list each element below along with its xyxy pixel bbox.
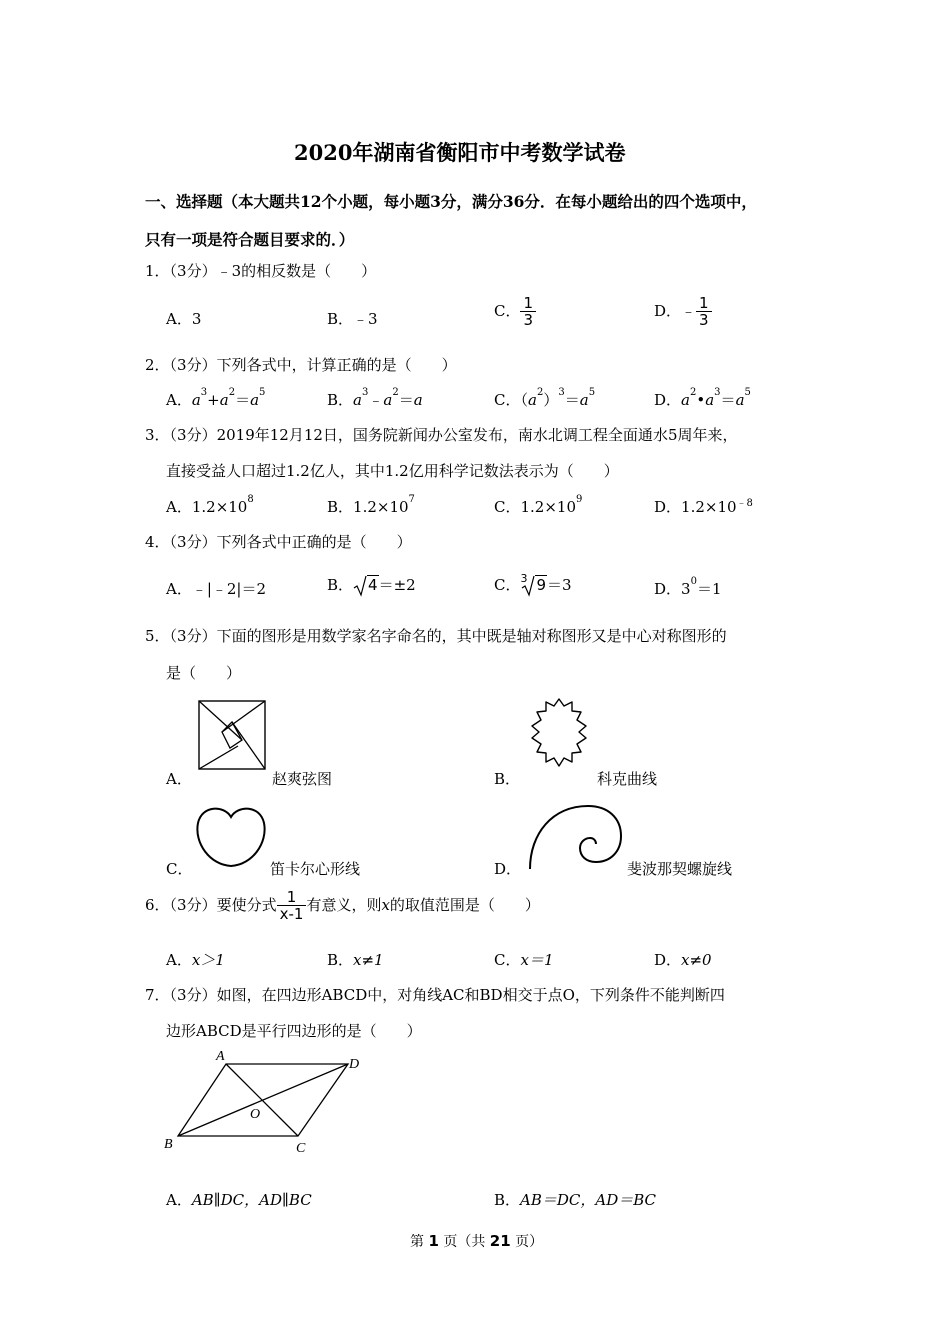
- q4-option-a: A．﹣|﹣2|＝2: [166, 580, 267, 598]
- vertex-label-c: C: [296, 1141, 306, 1156]
- parallelogram-abcd-figure: [160, 1046, 370, 1158]
- q2-option-a: A．$a^3+a^2=a^5$: [166, 387, 266, 409]
- q1-option-c: C． $\frac{1}{3}$: [494, 296, 536, 328]
- q7-stem-line1: 7．（3分）如图，在四边形ABCD中，对角线AC和BD相交于点O，下列条件不能判断四: [145, 986, 725, 1004]
- q5-option-c-name: 笛卡尔心形线: [270, 860, 361, 878]
- center-label-o: O: [250, 1107, 261, 1122]
- sqrt-sign-icon: [353, 575, 367, 597]
- q4-option-c: C．$^3$ 9＝3: [494, 574, 572, 597]
- q5-option-d-label: D．: [494, 860, 522, 878]
- q6-option-c: C．x＝1: [494, 951, 554, 969]
- q5-option-b-label: B．: [494, 770, 521, 788]
- q1-option-a: A．3: [166, 310, 202, 328]
- q7-stem-line2: 边形ABCD是平行四边形的是（ ）: [166, 1022, 422, 1040]
- vertex-label-d: D: [349, 1057, 360, 1072]
- vertex-label-a: A: [216, 1049, 225, 1064]
- q5-option-c-label: C．: [166, 860, 193, 878]
- zhao-shuang-diagram-figure: [198, 700, 266, 770]
- q6-option-b: B．x≠1: [327, 951, 384, 969]
- q3-option-c: C．$1.2\times 10^9$: [494, 494, 583, 516]
- q1-stem: 1．（3分）﹣3的相反数是（ ）: [145, 262, 377, 280]
- q4-option-d: D．$3^0=1$: [654, 576, 722, 598]
- q7-option-b: B．AB＝DC，AD＝BC: [494, 1191, 657, 1209]
- section-heading-line2: 只有一项是符合题目要求的．）: [145, 230, 355, 249]
- q1-option-b: B．﹣3: [327, 310, 378, 328]
- q7-option-a: A．AB∥DC，AD∥BC: [166, 1191, 312, 1209]
- q1-option-d: D．﹣ $\frac{1}{3}$: [654, 296, 712, 328]
- koch-snowflake-figure: [524, 694, 594, 770]
- q5-stem-line1: 5．（3分）下面的图形是用数学家名字命名的，其中既是轴对称图形又是中心对称图形的: [145, 627, 727, 645]
- q2-stem: 2．（3分）下列各式中，计算正确的是（ ）: [145, 356, 457, 374]
- q5-stem-line2: 是（ ）: [166, 664, 242, 682]
- q5-option-a-name: 赵爽弦图: [272, 770, 333, 788]
- section-heading-line1: 一、选择题（本大题共12个小题，每小题3分，满分36分．在每小题给出的四个选项中，: [145, 192, 757, 211]
- q6-option-d: D．x≠0: [654, 951, 712, 969]
- q3-option-b: B．$1.2\times 10^7$: [327, 494, 415, 516]
- q3-option-d: D．$1.2\times 10^{﹣8}$: [654, 498, 753, 516]
- vertex-label-b: B: [164, 1137, 173, 1152]
- q5-option-b-name: 科克曲线: [597, 770, 658, 788]
- q4-option-b: B． 4＝±2: [327, 574, 416, 597]
- q6-stem: 6．（3分）要使分式 $\frac{1}{x-1}$ 有意义，则x的取值范围是（ ）: [145, 888, 540, 923]
- q2-option-b: B．$a^3﹣a^2=a$: [327, 387, 423, 409]
- q3-stem-line1: 3．（3分）2019年12月12日，国务院新闻办公室发布，南水北调工程全面通水5周年来，: [145, 426, 738, 444]
- q5-option-d-name: 斐波那契螺旋线: [627, 860, 733, 878]
- page-title: 2020年湖南省衡阳市中考数学试卷: [294, 140, 626, 165]
- q2-option-d: D．$a^2•a^3=a^5$: [654, 387, 751, 409]
- q2-option-c: C．$(a^2)^3=a^5$: [494, 387, 596, 409]
- q4-stem: 4．（3分）下列各式中正确的是（ ）: [145, 533, 412, 551]
- fibonacci-spiral-figure: [528, 804, 624, 870]
- q3-option-a: A．$1.2\times 10^8$: [166, 494, 254, 516]
- q6-option-a: A．x＞1: [166, 951, 225, 969]
- q3-stem-line2: 直接受益人口超过1.2亿人，其中1.2亿用科学记数法表示为（ ）: [166, 462, 619, 480]
- cardioid-figure: [194, 803, 268, 869]
- page-footer: 第 1 页（共 21 页）: [410, 1232, 544, 1250]
- q5-option-a-label: A．: [166, 770, 192, 788]
